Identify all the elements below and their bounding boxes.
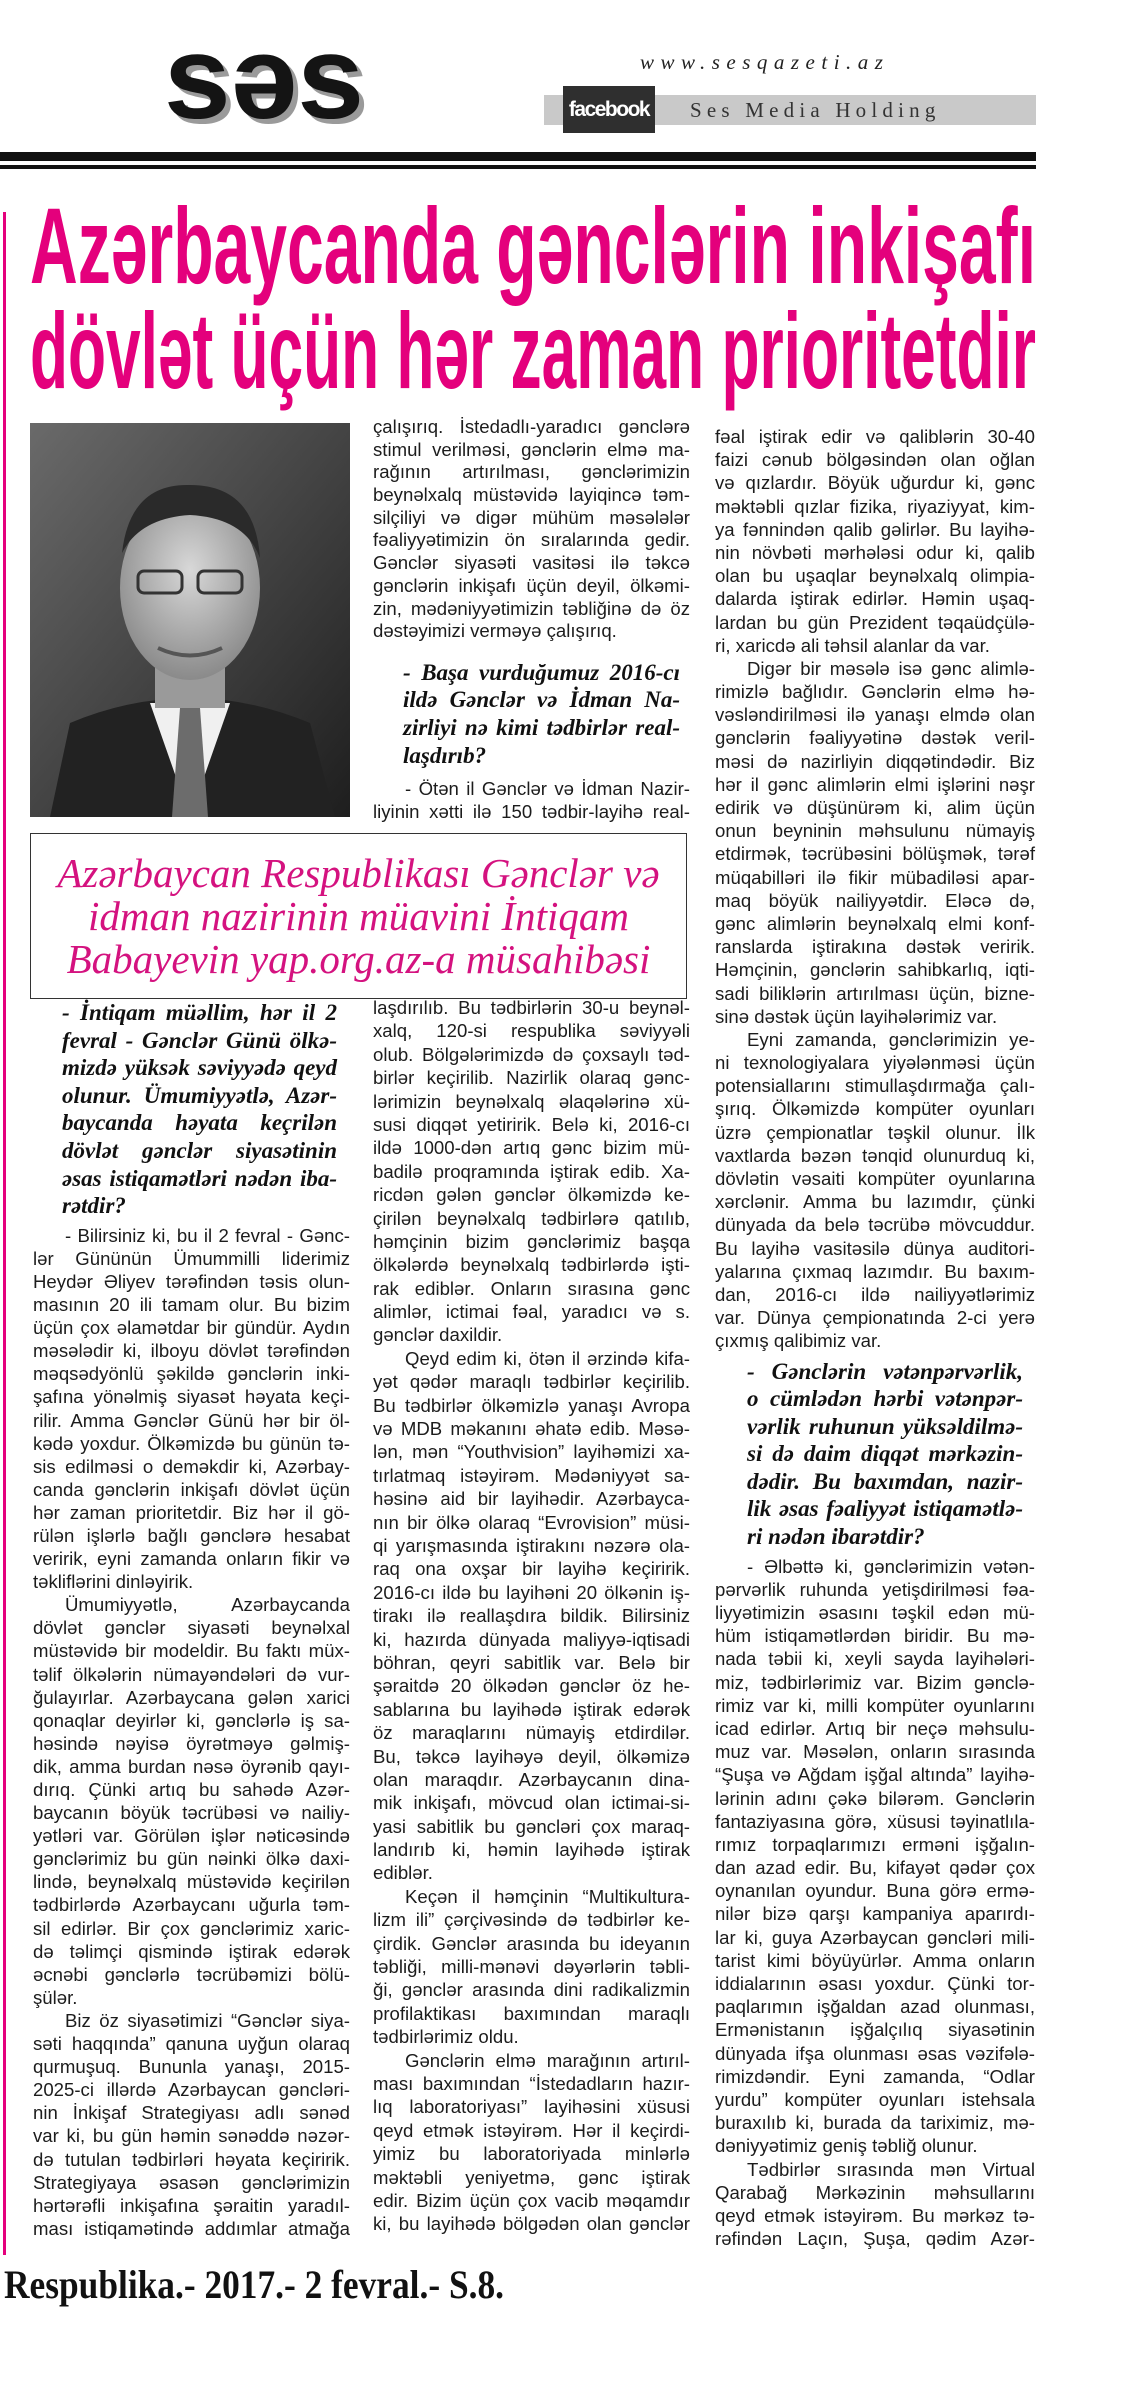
text-line: Heydər Əliyev tərəfindən təsis olun-	[33, 1270, 350, 1292]
text-line: paqlarımın işğaldan azad olunması,	[715, 1996, 1035, 2018]
text-line: həsində nəyisə öyrətməyə gəlmiş-	[33, 1732, 350, 1754]
text-line: dan azad edir. Bu, kifayət qədər çox	[715, 1857, 1035, 1879]
paragraph	[373, 1885, 690, 2049]
paragraph	[373, 2049, 690, 2236]
text-line: yurdu” kompüter oyunları istehsala	[715, 2088, 1035, 2110]
subtitle-line: idman nazirinin müavini İntiqam	[88, 892, 629, 939]
column-middle	[373, 996, 690, 2236]
paragraph	[715, 1028, 1035, 1353]
text-line: hüm istiqamətlərdən biridir. Bu mə-	[715, 1625, 1035, 1647]
text-line: potensiallarını stimullaşdırmağa çalı-	[715, 1075, 1035, 1097]
text-line: nın bir ölkə olaraq “Evrovision” müsi-	[373, 1511, 690, 1533]
ses-logo	[160, 12, 375, 144]
text-line: məktəbli yeniyetmə, gənc iştirak	[373, 2166, 690, 2188]
text-line: Bu tədbirlər ölkəmizlə yanaşı Avropa	[373, 1394, 690, 1416]
text-line: də təlimçi qismində iştirak edərək	[33, 1940, 350, 1962]
text-line: zirliyi nə kimi tədbirlər real-	[403, 715, 680, 741]
text-line: olan maraqdır. Azərbaycanın dina-	[373, 1768, 690, 1790]
masthead-rule-thin	[0, 165, 1036, 169]
text-line: qeyd etmək istəyirəm. Bu mərkəz tə-	[715, 2204, 1035, 2226]
text-line: vərlik ruhunun yüksəldilmə-	[747, 1413, 1023, 1439]
text-line: lərimizin beynəlxalq əlaqələrinə xü-	[373, 1090, 690, 1112]
text-line: olub. Bölgələrimizdə də çoxsaylı təd-	[373, 1043, 690, 1065]
text-line: Ermənistanın işğalçılıq siyasətinin	[715, 2019, 1035, 2041]
text-line: həsinə aid bir layihədir. Azərbayca-	[373, 1488, 690, 1510]
text-line: çirdik. Gənclər arasında bu ideyanın	[373, 1932, 690, 1954]
text-line: nada təbii ki, xeyli sayda layihələri-	[715, 1648, 1035, 1670]
logo-text: səs	[164, 12, 364, 144]
text-line: oynanılan oyundur. Buna görə ermə-	[715, 1880, 1035, 1902]
text-line: mik inkişafı, mövcud olan ictimai-si-	[373, 1792, 690, 1814]
text-line: müstəvidə bir modeldir. Bu faktı müx-	[33, 1640, 350, 1662]
text-line: həmçinin bizim gənclərimiz başqa	[373, 1230, 690, 1252]
text-line: lən, mən “Youthvision” layihəmizi xa-	[373, 1441, 690, 1463]
column-middle-top	[373, 416, 690, 824]
text-line: Qeyd edim ki, ötən il ərzində kifa-	[405, 1347, 690, 1369]
text-line: stimul verilməsi, gənclərin elmə ma-	[373, 438, 690, 460]
facebook-icon[interactable]	[563, 86, 655, 133]
text-line: sinə dəstək üçün layihələrimiz var.	[715, 1005, 998, 1027]
paragraph	[373, 1347, 690, 1885]
text-line: sablarına bu layihədə iştirak edərək	[373, 1698, 690, 1720]
text-line: fəal iştirak edir və qaliblərin 30-40	[715, 426, 1035, 447]
text-line: dövlət gənclər siyasətinin	[62, 1137, 337, 1163]
text-line: şəraitdə 20 ölkədən gənclər öz he-	[373, 1675, 690, 1697]
paragraph	[373, 996, 690, 1347]
text-line: xalq, 120-si respublika səviyyəli	[373, 1020, 690, 1042]
text-line: ildə 1000-dən artıq gənc bizim mü-	[373, 1137, 690, 1159]
text-line: ranslarda iştirakına dəstək veririk.	[715, 936, 1035, 958]
paragraph	[33, 1593, 350, 2009]
text-line: 2025-ci illərdə Azərbaycan gəncləri-	[33, 2079, 350, 2101]
text-line: məsi də nazirliyin diqqətindədir. Biz	[715, 750, 1035, 772]
text-line: müqabilləri ilə fikir mübadiləsi apar-	[715, 866, 1035, 888]
text-line: masının 20 ili tamam olur. Bu bizim	[33, 1294, 350, 1316]
text-line: rimizdəndir. Eyni zamanda, “Odlar	[715, 2065, 1035, 2087]
text-line: qonaqlar deyirlər ki, gənclərlə iş sa-	[33, 1709, 350, 1731]
text-line: laşdırıb?	[403, 742, 487, 768]
text-line: yasi sabitlik bu gəncləri çox maraq-	[373, 1815, 690, 1837]
text-line: edirik və düşünürəm ki, alim üçün	[715, 797, 1035, 818]
text-line: sil edirlər. Bir çox gənclərimiz xaric-	[33, 1917, 350, 1939]
citation-text: Respublika.- 2017.- 2 fevral.- S.8.	[4, 2262, 504, 2307]
paragraph	[373, 778, 690, 823]
paragraph	[373, 416, 690, 643]
text-line: Biz öz siyasətimizi “Gənclər siya-	[65, 2009, 350, 2031]
text-line: - Əlbəttə ki, gənclərimizin vətən-	[747, 1555, 1035, 1577]
text-line: liyinin xətti ilə 150 tədbir-layihə real-	[373, 800, 690, 822]
text-line: qurmuşuq. Bununla yanaşı, 2015-	[33, 2056, 350, 2078]
text-line: dünyada da belə təcrübə mövcuddur.	[715, 1214, 1035, 1236]
text-line: ildə Gənclər və İdman Na-	[403, 687, 680, 713]
text-line: onun beyninin məhsulunu nümayiş	[715, 820, 1035, 842]
text-line: alimlər, ictimai fəal, yaradıcı və s.	[373, 1301, 690, 1323]
text-line: təkliflərini dinləyirik.	[33, 1571, 194, 1593]
text-line: - Gənclərin vətənpərvərlik,	[747, 1358, 1023, 1384]
text-line: böhran, qeyri sabitlik var. Belə bir	[373, 1651, 690, 1673]
text-line: ni texnologiyalara yiyələnməsi üçün	[715, 1052, 1035, 1074]
text-line: ği, gənclər arasında dini radikalizmin	[373, 1979, 690, 2001]
text-line: sadi biliklərin artırılması üçün, bizne-	[715, 982, 1035, 1004]
text-line: əsas istiqamətləri nədən iba-	[62, 1165, 337, 1191]
text-line: laşdırılıb. Bu tədbirlərin 30-u beynəl-	[373, 997, 690, 1018]
paragraph	[715, 2158, 1035, 2251]
text-line: silçiliyi və digər mühüm məsələlər	[373, 506, 690, 528]
text-line: və qızlardır. Böyük uğurdur ki, gənc	[715, 472, 1035, 494]
text-line: Eyni zamanda, gənclərimizin ye-	[747, 1028, 1035, 1050]
interview-question	[747, 1358, 1023, 1551]
text-line: şafına yönəlmiş siyasət həyata keçi-	[33, 1386, 350, 1408]
text-line: Bu, təkcə layihəyə deyil, ölkəmizə	[373, 1745, 690, 1767]
text-line: lik əsas fəaliyyət istiqamətlə-	[747, 1496, 1023, 1522]
text-line: tədbirlərdə Azərbaycanı uğurla təm-	[33, 1894, 350, 1916]
text-line: faizi cənub bölgəsindən olan oğlan	[715, 449, 1035, 471]
text-line: dik, amma burdan nəsə öyrənib qayı-	[33, 1755, 350, 1777]
text-line: profilaktikası baxımından maraqlı	[373, 2002, 690, 2024]
text-line: olan bu uşaqlar beynəlxalq olimpia-	[715, 565, 1035, 587]
text-line: rilir. Amma Gənclər Günü hər bir öl-	[33, 1409, 350, 1431]
text-line: tarist kimi böyüyürlər. Amma onların	[715, 1949, 1035, 1971]
column-left	[33, 994, 350, 2240]
text-line: veririk, eyni zamanda onların fikir və	[33, 1548, 350, 1570]
text-line: iddialarının əsası yoxdur. Çünki tor-	[715, 1973, 1035, 1995]
headline	[28, 185, 1040, 411]
paragraph	[33, 1224, 350, 1594]
text-line: ya fənnindən qalib gəlirlər. Bu layihə-	[715, 518, 1035, 540]
text-line: sis edilməsi o deməkdir ki, Azərbay-	[33, 1455, 350, 1477]
text-line: Ümumiyyətlə, Azərbaycanda	[65, 1594, 350, 1616]
text-line: Gənclər siyasəti vasitəsi ilə təkcə	[373, 552, 690, 574]
text-line: gənclərimiz bu gün nəinki ölkə daxi-	[33, 1848, 350, 1870]
text-line: qi yarışmasında iştirakını nəzərə ola-	[373, 1534, 690, 1556]
text-line: canda gənclərin inkişafı dövlət üçün	[33, 1478, 350, 1500]
paragraph	[715, 657, 1035, 1028]
website-link[interactable]: www.sesqazeti.az	[640, 50, 890, 74]
text-line: təbliği, milli-mənəvi dəyərlərin təbli-	[373, 1956, 690, 1978]
text-line: raq ona oxşar bir layihə keçiririk.	[373, 1558, 690, 1580]
text-line: muz var. Məsələn, onların sırasında	[715, 1741, 1035, 1763]
text-line: nilər bizə qarşı kampaniya aparırdı-	[715, 1903, 1035, 1925]
text-line: - Ötən il Gənclər və İdman Nazir-	[405, 778, 690, 800]
text-line: rülən işlərlə bağlı gənclərə hesabat	[33, 1524, 350, 1546]
text-line: fantaziyasına görə, xüsusi təyinatlıla-	[715, 1810, 1035, 1832]
text-line: etdirmək, təcrübəsini bölüşmək, tərəf	[715, 843, 1035, 865]
text-line: gənclərin fəaliyyətinə dəstək veril-	[715, 727, 1035, 749]
text-line: yalarına çıxmaq lazımdır. Bu baxım-	[715, 1260, 1035, 1282]
paragraph	[715, 425, 1035, 657]
text-line: lər Gününün Ümummilli liderimiz	[33, 1247, 350, 1269]
text-line: ediblər.	[373, 1862, 433, 1884]
text-line: Bu layihə vasitəsilə dünya auditori-	[715, 1237, 1035, 1259]
text-line: gənclərin inkişafı üçün deyil, ölkəmi-	[373, 574, 690, 596]
text-line: rımız torpaqlarımızı erməni işğalın-	[715, 1833, 1035, 1855]
text-line: 2016-cı ildə bu layihəni 20 ölkənin iş-	[373, 1581, 690, 1603]
portrait-photo	[30, 423, 350, 817]
text-line: kədə yoxdur. Ölkəmizdə bu günün tə-	[33, 1432, 350, 1454]
text-line: ricdən gələn gənclər ölkəmizdə ke-	[373, 1184, 690, 1206]
text-line: ölkələrdə beynəlxalq tədbirlərdə işti-	[373, 1254, 690, 1276]
text-line: liyyətimizin əsasını təşkil edən mü-	[715, 1602, 1035, 1624]
text-line: fevral - Gənclər Günü ölkə-	[62, 1027, 337, 1053]
interview-subtitle-box	[30, 833, 687, 999]
text-line: maq böyük nailiyyətdir. Eləcə də,	[715, 889, 1035, 911]
text-line: ki, hazırda dünyada maliyyə-iqtisadi	[373, 1628, 690, 1650]
text-line: hər il gənc alimlərin elmi işlərini nəşr	[715, 773, 1035, 795]
text-line: öz maraqlarını nümayiş etdirdilər.	[373, 1722, 690, 1744]
source-citation	[4, 2262, 509, 2306]
text-line: və MDB məkanını əhatə edib. Məsə-	[373, 1418, 690, 1440]
text-line: dəstəyimizi verməyə çalışırıq.	[373, 620, 617, 642]
subtitle-line: Azərbaycan Respublikası Gənclər və	[57, 849, 660, 896]
text-line: miz, tədbirlərimiz var. Bizim gənclə-	[715, 1671, 1035, 1693]
text-line: si də daim diqqət mərkəzin-	[747, 1441, 1023, 1467]
text-line: pərvərlik ruhunda yetişdirilməsi fəa-	[715, 1578, 1035, 1600]
masthead-rule-thick	[0, 152, 1036, 161]
text-line: buraxılıb ki, burada da tariximiz, mə-	[715, 2112, 1035, 2134]
paragraph	[715, 1555, 1035, 2158]
text-line: qeyd etmək istəyirəm. Hər il keçirdi-	[373, 2119, 690, 2141]
holding-name: Ses Media Holding	[690, 98, 941, 122]
text-line: xərclənir. Amma bu lazımdır, çünki	[715, 1191, 1035, 1213]
text-line: var. Dünya çempionatında 2-ci yerə	[715, 1307, 1035, 1329]
text-line: məqsədyönlü şəkildə gənclərin inki-	[33, 1363, 350, 1385]
text-line: zin, mədəniyyətimizin təbliğinə də öz	[373, 597, 690, 619]
text-line: baycanda həyata keçrilən	[62, 1110, 337, 1136]
text-line: şülər.	[33, 1986, 78, 2008]
text-line: landırıb ki, həmin layihədə iştirak	[373, 1839, 690, 1861]
text-line: o cümlədən hərbi vətənpər-	[747, 1386, 1023, 1412]
text-line: dünyada ifşa olunması əsas vəzifələ-	[715, 2042, 1035, 2064]
text-line: yimiz bu laboratoriyada minlərlə	[373, 2143, 690, 2165]
text-line: dövlətin vəsaiti kompüter oyunlarına	[715, 1168, 1035, 1189]
text-line: yətləri var. Görülən işlər nəticəsində	[33, 1825, 350, 1847]
subtitle-line: Babayevin yap.org.az-a müsahibəsi	[66, 935, 651, 982]
text-line: Qarabağ Mərkəzinin məhsullarını	[715, 2181, 1035, 2203]
text-line: Tədbirlər sırasında mən Virtual	[747, 2158, 1035, 2180]
text-line: dövlət gənclər siyasəti beynəlxal	[33, 1617, 350, 1639]
text-line: - Başa vurduğumuz 2016-cı	[403, 659, 680, 685]
text-line: tirakı ilə reallaşdıra bildik. Bilirsiniz	[373, 1605, 690, 1627]
text-line: hər zaman prioritetdir. Biz hər il gö-	[33, 1501, 350, 1523]
text-line: icad edirlər. Artıq bir neçə məhsulu-	[715, 1717, 1035, 1739]
text-line: mizdə yüksək səviyyədə qeyd	[62, 1055, 337, 1081]
text-line: lərinin adını çəkə bilərəm. Gənclərin	[715, 1787, 1035, 1809]
article-border	[3, 212, 6, 2255]
text-line: susi diqqət yetiririk. Belə ki, 2016-cı	[373, 1113, 690, 1135]
text-line: dırıq. Çünki artıq bu sahədə Azər-	[33, 1779, 350, 1800]
text-line: - İntiqam müəllim, hər il 2	[62, 1000, 337, 1025]
text-line: Digər bir məsələ isə gənc alimlə-	[747, 657, 1035, 679]
text-line: ması baxımından “İstedadların hazır-	[373, 2072, 690, 2094]
text-line: üçün çox əlamətdar bir gündür. Aydın	[33, 1317, 350, 1339]
text-line: çalışırıq. İstedadlı-yaradıcı gənclərə	[373, 416, 690, 437]
text-line: hərtərəfli inkişafına şəraitin yaradıl-	[33, 2194, 350, 2216]
text-line: məktəbli qızlar fizika, riyaziyyat, kim-	[715, 495, 1035, 517]
text-line: lardan bu gün Prezident təqaüdçülə-	[715, 611, 1035, 633]
text-line: rimiz var ki, milli kompüter oyunlarını	[715, 1694, 1035, 1716]
text-line: beynəlxalq müstəvidə layiqincə təm-	[373, 484, 690, 506]
text-line: əcnəbi gənclərlə təcrübəmizi bölü-	[33, 1963, 350, 1985]
text-line: yət qədər maraqlı tədbirlər keçirilib.	[373, 1371, 690, 1393]
text-line: Strategiyaya əsasən gənclərimizin	[33, 2171, 350, 2193]
paragraph	[33, 2009, 350, 2240]
interview-question	[403, 659, 680, 769]
text-line: ması istiqamətində addımlar atmağa	[33, 2217, 350, 2239]
text-line: olunur. Ümumiyyətlə, Azər-	[62, 1082, 337, 1108]
facebook-label: facebook	[568, 97, 650, 121]
text-line: gənclər daxildir.	[373, 1324, 503, 1346]
text-line: məsələdir ki, ilboyu dövlət tərəfindən	[33, 1340, 350, 1362]
text-line: edir. Bizim üçün çox vacib məqamdır	[373, 2189, 690, 2211]
text-line: dədir. Bu baxımdan, nazir-	[747, 1468, 1023, 1494]
text-line: rak ediblər. Onların sırasına gənc	[373, 1277, 690, 1299]
text-line: lıq laboratoriyası” layihəsini xüsusi	[373, 2096, 690, 2118]
text-line: rağının artırılması, gənclərimizin	[373, 461, 690, 483]
text-line: nin növbəti mərhələsi odur ki, qalib	[715, 541, 1035, 563]
text-line: dalarda iştirak edirlər. Həmin uşaq-	[715, 588, 1035, 610]
text-line: ki, bu layihədə bölgədən olan gənclər	[373, 2213, 690, 2235]
text-line: fəaliyyətimizin ön sıralarında gedir.	[373, 529, 690, 551]
text-line: ğulayırlar. Azərbaycana gələn xarici	[33, 1686, 350, 1708]
text-line: gənc alimlərin beynəlxalq elmi konf-	[715, 912, 1035, 934]
text-line: rəfindən Laçın, Şuşa, qədim Azər-	[715, 2228, 1035, 2250]
headline-line-1: Azərbaycanda gənclərin inkişafı	[30, 185, 1036, 306]
column-right	[715, 425, 1035, 2250]
text-line: Həmçinin, gənclərin sahibkarlıq, iqti-	[715, 959, 1035, 981]
text-line: “Şuşa və Ağdam işğal altında” layihə-	[715, 1764, 1035, 1786]
text-line: təlif ölkələrin nümayəndələri də vur-	[33, 1663, 350, 1685]
text-line: Gənclərin elmə marağının artırıl-	[405, 2049, 690, 2071]
headline-line-2: dövlət üçün hər zaman prioritetdir	[30, 290, 1036, 411]
text-line: çirilən beynəlxalq tədbirlərə qatılıb,	[373, 1207, 690, 1229]
text-line: lar ki, guya Azərbaycan gəncləri mili-	[715, 1926, 1035, 1948]
text-line: dəniyyətimiz geniş təbliğ olunur.	[715, 2135, 978, 2157]
text-line: badilə proqramında iştirak edib. Xa-	[373, 1160, 690, 1182]
text-line: rətdir?	[62, 1193, 126, 1219]
text-line: vəsləndirilməsi ilə yanaşı elmdə olan	[715, 704, 1035, 726]
text-line: lində, beynəlxalq müstəvidə keçirilən	[33, 1871, 350, 1893]
text-line: tırlatmaq istəyirəm. Mədəniyyət sa-	[373, 1464, 690, 1486]
text-line: birlər keçirilib. Nazirlik olaraq gənc-	[373, 1067, 690, 1089]
text-line: nin İnkişaf Strategiyası adlı sənəd	[33, 2102, 350, 2124]
text-line: - Bilirsiniz ki, bu il 2 fevral - Gənc-	[65, 1224, 350, 1246]
text-line: dan, 2016-cı ildə nailiyyətlərimiz	[715, 1283, 1035, 1305]
text-line: tədbirlərimiz oldu.	[373, 2026, 519, 2048]
text-line: də tutulan tədbirləri həyata keçiririk.	[33, 2148, 350, 2170]
text-line: vaxtlarda bəzən tənqid olunurduq ki,	[715, 1144, 1035, 1166]
text-line: lizm ili” çərçivəsində də tədbirlər ke-	[373, 1909, 690, 1931]
text-line: ri nədən ibarətdir?	[747, 1524, 925, 1550]
text-line: çıxmış qalibimiz var.	[715, 1330, 882, 1352]
text-line: ri, xaricdə ali təhsil alanlar da var.	[715, 634, 990, 656]
text-line: üzrə çempionatlar təşkil olunur. İlk	[715, 1121, 1035, 1143]
interview-question	[62, 999, 337, 1220]
text-line: Keçən il həmçinin “Multikultura-	[405, 1885, 690, 1907]
text-line: var ki, bu gün həmin sənəddə nəzər-	[33, 2125, 350, 2147]
text-line: rimizlə bağlıdır. Gənclərin elmə hə-	[715, 681, 1035, 703]
text-line: baycanın böyük təcrübəsi və nailiy-	[33, 1802, 350, 1824]
text-line: şırıq. Ölkəmizdə kompüter oyunları	[715, 1098, 1035, 1120]
text-line: səti haqqında” qanuna uyğun olaraq	[33, 2033, 350, 2055]
